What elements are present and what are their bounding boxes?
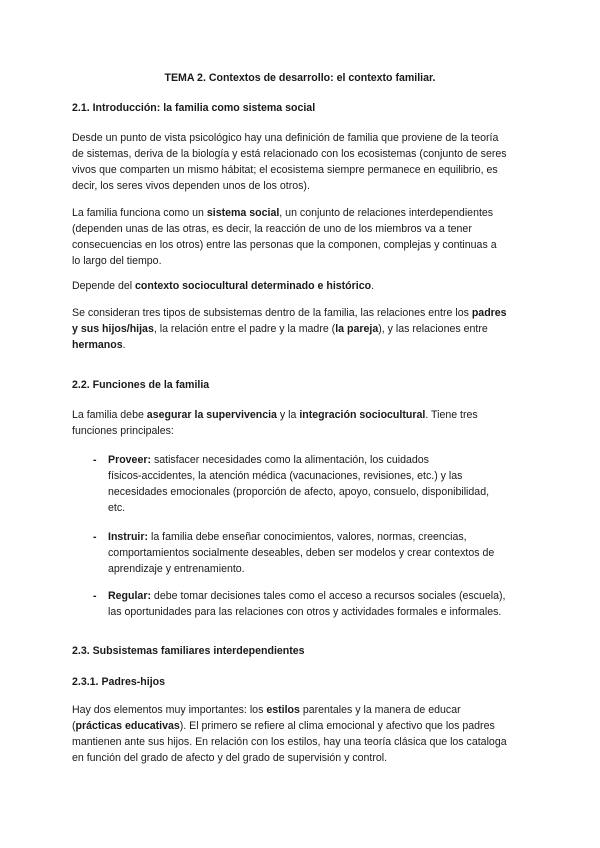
paragraph-line bbox=[72, 321, 488, 337]
text-run: ). El primero se refiere al clima emocional y afectivo que los padres bbox=[179, 720, 495, 732]
paragraph-line: Desde un punto de vista psicológico hay una definición de familia que proviene de la teoría bbox=[72, 132, 499, 144]
list-item-line bbox=[108, 452, 429, 468]
text-run: Hay dos elementos muy importantes: los bbox=[72, 704, 267, 716]
text-run: . Tiene tres bbox=[425, 409, 478, 421]
list-item-line: etc. bbox=[108, 502, 126, 514]
document-title: TEMA 2. Contextos de desarrollo: el contexto familiar. bbox=[164, 72, 436, 84]
text-run: . bbox=[371, 280, 375, 292]
bold-text-run: y sus hijos/hijas bbox=[72, 323, 154, 335]
paragraph-line: decir, los seres vivos dependen unos de los otros). bbox=[72, 180, 310, 192]
list-item-line: las oportunidades para las relaciones con otros y actividades formales e informales. bbox=[108, 606, 502, 618]
text-run: La familia funciona como un bbox=[72, 207, 207, 219]
list-item-line: comportamientos socialmente deseables, deben ser modelos y crear contextos de bbox=[108, 547, 495, 559]
paragraph-line: en función del grado de afecto y del grado de supervisión y control. bbox=[72, 752, 388, 764]
text-run: Se consideran tres tipos de subsistemas dentro de la familia, las relaciones entre los bbox=[72, 307, 472, 319]
bold-text-run: hermanos bbox=[72, 339, 123, 351]
bold-text-run: integración sociocultural bbox=[299, 409, 426, 421]
text-run: , un conjunto de relaciones interdependientes bbox=[279, 207, 494, 219]
text-run: . bbox=[122, 339, 126, 351]
bold-text-run: Instruir: bbox=[108, 531, 149, 543]
list-item-line: aprendizaje y entrenamiento. bbox=[108, 563, 245, 575]
paragraph-line: de sistemas, deriva de la biología y está relacionado con los ecosistemas (conjunto de seres bbox=[72, 148, 507, 160]
bold-text-run: padres bbox=[471, 307, 507, 319]
paragraph-line bbox=[72, 278, 374, 294]
bold-text-run: Proveer: bbox=[108, 454, 151, 466]
paragraph-line: funciones principales: bbox=[72, 425, 174, 437]
subsection-heading-2-3-1: 2.3.1. Padres-hijos bbox=[72, 676, 166, 688]
paragraph-line bbox=[72, 305, 507, 321]
paragraph-line: lo largo del tiempo. bbox=[72, 255, 162, 267]
bullet-marker: - bbox=[93, 454, 97, 466]
list-item-line: físicos-accidentes, la atención médica (vacunaciones, revisiones, etc.) y las bbox=[108, 470, 463, 482]
paragraph-line bbox=[72, 205, 493, 221]
section-heading-2-1: 2.1. Introducción: la familia como sistema social bbox=[72, 102, 316, 114]
text-run: la familia debe enseñar conocimientos, valores, normas, creencias, bbox=[148, 531, 467, 543]
bold-text-run: prácticas educativas bbox=[75, 720, 180, 732]
bold-text-run: asegurar la supervivencia bbox=[146, 409, 277, 421]
list-item-line: necesidades emocionales (proporción de afecto, apoyo, consuelo, disponibilidad, bbox=[108, 486, 490, 498]
paragraph-line: (dependen unas de las otras, es decir, la reacción de uno de los miembros va a tener bbox=[72, 223, 472, 235]
bold-text-run: la pareja bbox=[335, 323, 379, 335]
section-heading-2-3: 2.3. Subsistemas familiares interdependientes bbox=[72, 645, 305, 657]
bold-text-run: sistema social bbox=[206, 207, 280, 219]
bold-text-run: contexto sociocultural determinado e histórico bbox=[135, 280, 372, 292]
paragraph-line: consecuencias en los otros) entre las personas que la componen, complejas y continuas a bbox=[72, 239, 497, 251]
bold-text-run: estilos bbox=[266, 704, 300, 716]
bullet-marker: - bbox=[93, 531, 97, 543]
text-run: parentales y la manera de educar bbox=[299, 704, 461, 716]
bold-text-run: Regular: bbox=[108, 590, 151, 602]
paragraph-line bbox=[72, 407, 478, 423]
text-run: ), y las relaciones entre bbox=[378, 323, 488, 335]
text-run: ( bbox=[72, 720, 76, 732]
paragraph-line bbox=[72, 702, 461, 718]
section-heading-2-2: 2.2. Funciones de la familia bbox=[72, 379, 210, 391]
text-run: Depende del bbox=[72, 280, 136, 292]
list-item-line bbox=[108, 529, 467, 545]
bullet-marker: - bbox=[93, 590, 97, 602]
paragraph-line: mantienen ante sus hijos. En relación con los estilos, hay una teoría clásica que los cataloga bbox=[72, 736, 507, 748]
paragraph-line: vivos que comparten un mismo hábitat; el ecosistema siempre permanece en equilibrio, es bbox=[72, 164, 498, 176]
text-run: debe tomar decisiones tales como el acceso a recursos sociales (escuela), bbox=[150, 590, 506, 602]
text-run: satisfacer necesidades como la alimentación, los cuidados bbox=[151, 454, 429, 466]
paragraph-line bbox=[72, 337, 126, 353]
text-run: , la relación entre el padre y la madre ( bbox=[153, 323, 336, 335]
text-run: y la bbox=[276, 409, 300, 421]
text-run: La familia debe bbox=[72, 409, 147, 421]
paragraph-line bbox=[72, 718, 495, 734]
list-item-line bbox=[108, 588, 505, 604]
